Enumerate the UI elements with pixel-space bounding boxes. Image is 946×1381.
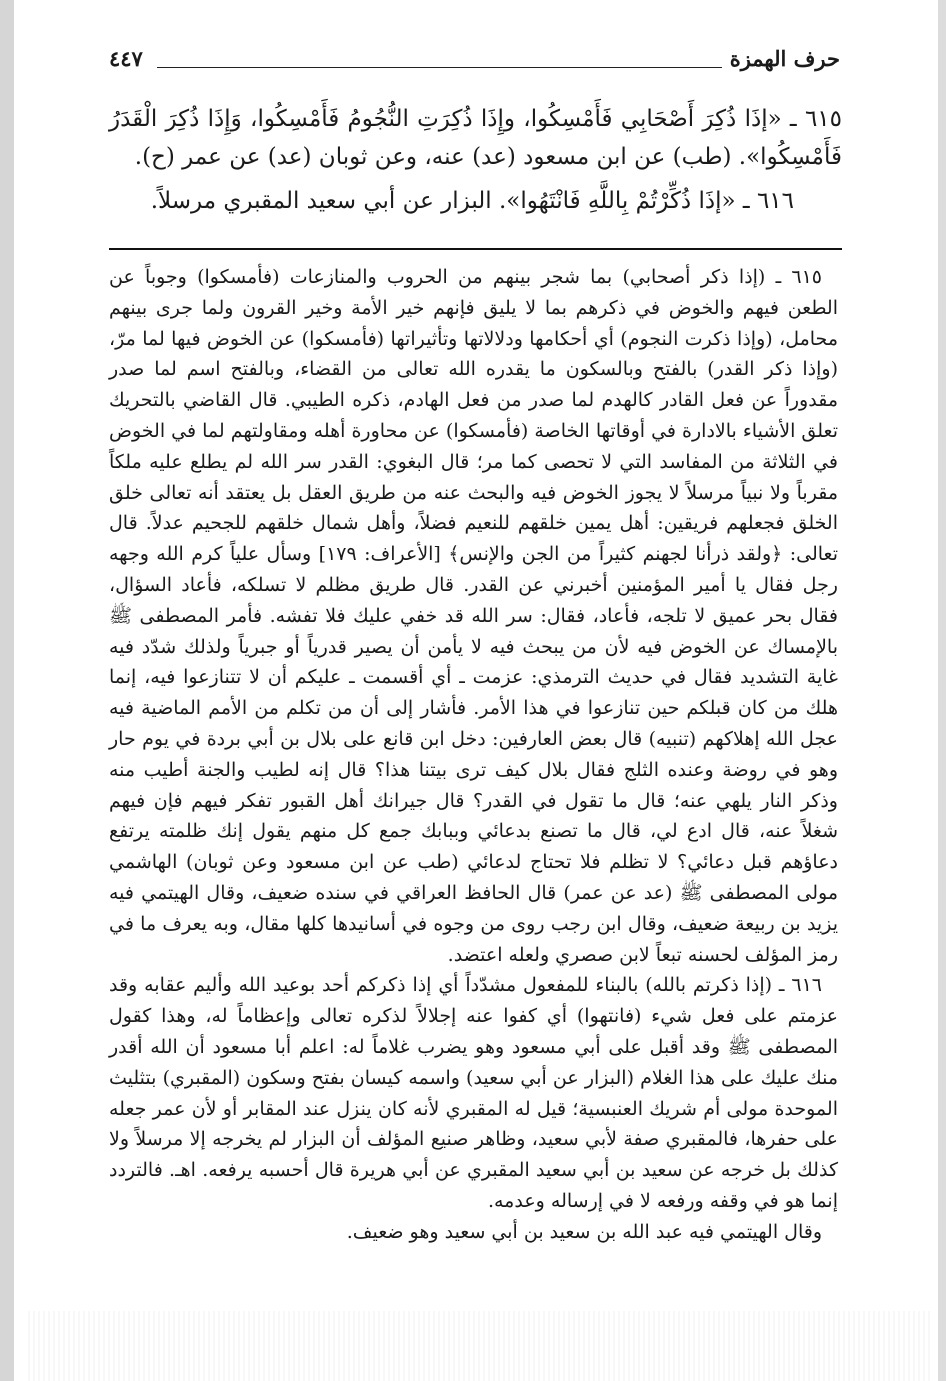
chapter-title: حرف الهمزة [729, 46, 840, 71]
scan-margin [28, 1311, 930, 1381]
commentary-615: ٦١٥ ـ (إذا ذكر أصحابي) بما شجر بينهم من الحروب والمنازعات (فأمسكوا) وجوباً عن الطعن فيهم والخوض في ذكرهم بما لا يليق فإنهم خير الأمة وخير القرون ولما جرى بينهم محامل، (وإذا ذكرت النجوم) أي أحكامها ودلالاتها وتأثيراتها (فأمسكوا) عن الخوض فيها لما مرّ، (وإذا ذكر القدر) بالفتح وبالسكون ما يقدره الله تعالى من القضاء، وبالفتح اسم لما صدر مقدوراً عن فعل القادر كالهدم لما صدر من فعل الهادم، ذكره الطيبي. قال القاضي بالتحريك تعلق الأشياء بالادارة في أوقاتها الخاصة (فأمسكوا) عن محاورة أهله ومقاولتهم لما في الخوض في الثلاثة من المفاسد التي لا تحصى كما مر؛ قال البغوي: القدر سر الله لم يطلع عليه ملكاً مقرباً ولا نبياً مرسلاً لا يجوز الخوض فيه والبحث عنه من طريق العقل بل يعتقد أنه تعالى خلق الخلق فجعلهم فريقين: أهل يمين خلقهم للنعيم فضلاً، وأهل شمال خلقهم للجحيم عدلاً. قال تعالى: ﴿ولقد ذرأنا لجهنم كثيراً من الجن والإنس﴾ [الأعراف: ١٧٩] وسأل علياً كرم الله وجهه رجل فقال يا أمير المؤمنين أخبرني عن القدر. قال طريق مظلم لا تسلكه، فأعاد السؤال، فقال بحر عميق لا تلجه، فأعاد، فقال: سر الله قد خفي عليك فلا تفشه. فأمر المصطفى ﷺ بالإمساك عن الخوض فيه لأن من يبحث فيه لا يأمن أن يصير قدرياً أو جبرياً ولذلك شدّد فيه غاية التشديد فقال في حديث الترمذي: عزمت ـ أي أقسمت ـ عليكم أن لا تتنازعوا فيه، إنما هلك من كان قبلكم حين تنازعوا في هذا الأمر. فأشار إلى أن من تكلم من الأمم الماضية فيه عجل الله إهلاكهم (تنبيه) قال بعض العارفين: دخل ابن قانع على بلال بن أبي بردة في يوم حار وهو في روضة وعنده الثلج فقال بلال كيف ترى بيتنا هذا؟ قال إنه لطيب والجنة أطيب منه وذكر النار يلهي عنه؛ قال ما تقول في القدر؟ قال جيرانك أهل القبور تفكر فيهم فإن فيهم شغلاً عنه، قال ادع لي، قال ما تصنع بدعائي وببابك جمع كل منهم يقول إنك ظلمته يرتفع دعاؤهم قبل دعائي؟ لا تظلم فلا تحتاج لدعائي (طب عن ابن مسعود وعن ثوبان) الهاشمي مولى المصطفى ﷺ (عد عن عمر) قال الحافظ العراقي في سنده ضعيف، وقال الهيتمي فيه يزيد بن ربيعة ضعيف، وقال ابن رجب روى من وجوه في أسانيدها كلها مقال، وبه يعرف ما في رمز المؤلف لحسنه تبعاً لابن صصري ولعله اعتضد. [109, 266, 839, 966]
page-header [109, 44, 840, 84]
commentary [109, 262, 838, 1248]
commentary-616: ٦١٦ ـ (إذا ذكرتم بالله) بالبناء للمفعول مشدّداً أي إذا ذكركم أحد بوعيد الله وأليم عقابه وقد عزمتم على فعل شيء (فانتهوا) أي كفوا عنه إجلالاً لذكره تعالى وإعظاماً له، وهذا كقول المصطفى ﷺ وقد أقبل على أبي مسعود وهو يضرب غلاماً له: اعلم أبا مسعود أن الله أقدر منك عليك على هذا الغلام (البزار عن أبي سعيد) واسمه كيسان بفتح وسكون (المقبري) بتثليث الموحدة مولى أم شريك العنبسية؛ قيل له المقبري لأنه كان ينزل عند المقابر أو لأن عمر جعله على حفرها، فالمقبري صفة لأبي سعيد، وظاهر صنيع المؤلف أن البزار لم يخرجه إلا مرسلاً ولا كذلك بل خرجه عن سعيد بن أبي سعيد المقبري عن أبي هريرة قال أحسبه يرفعه. اهـ. فالتردد إنما هو في وقفه ورفعه لا في إرساله وعدمه. [109, 974, 838, 1212]
header-rule [157, 67, 722, 68]
hadith-616: ٦١٦ ـ «إذَا ذُكِّرْتُمْ بِاللَّهِ فَانْتَهُوا». البزار عن أبي سعيد المقبري مرسلاً. [150, 188, 794, 214]
commentary-final-line: وقال الهيتمي فيه عبد الله بن سعيد بن أبي سعيد وهو ضعيف. [346, 1220, 822, 1243]
hadith-615: ٦١٥ ـ «إذَا ذُكِرَ أَصْحَابِي فَأَمْسِكُوا، وإِذَا ذُكِرَتِ النُّجُومُ فَأَمْسِكُوا، وَإِذَا ذُكِرَ الْقَدَرُ فَأَمْسِكُوا». (طب) عن ابن مسعود (عد) عنه، وعن ثوبان (عد) عن عمر (ح). [109, 106, 842, 170]
page-number: ٤٤٧ [109, 46, 143, 71]
section-divider [109, 248, 842, 250]
hadith-text [109, 100, 842, 220]
